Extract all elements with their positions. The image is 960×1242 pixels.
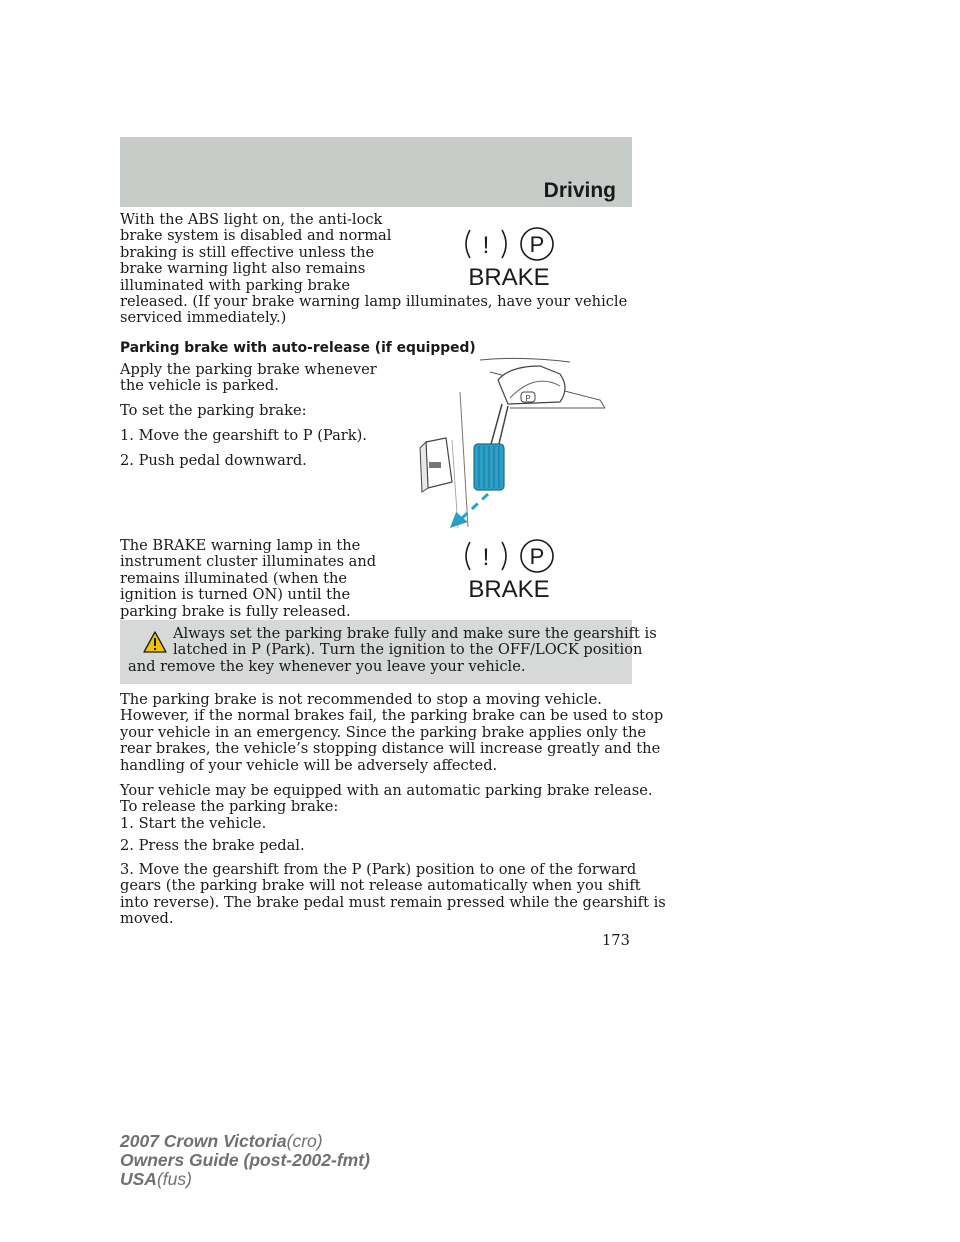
- brake-warning-icon-2: [462, 536, 562, 606]
- auto-release-paragraph: Your vehicle may be equipped with an automatic parking brake release. To release the parking brake:: [120, 782, 653, 816]
- brake-warning-icon: [462, 224, 562, 294]
- moving-vehicle-paragraph: The parking brake is not recommended to stop a moving vehicle. However, if the normal brakes fail, the parking brake can be used to stop your vehicle in an emergency. Since the parking brake applies only the rear brakes, the vehicle’s stopping distance will increase greatly and the handling of your vehicle will be adversely affected.: [120, 691, 664, 774]
- warning-box: [120, 620, 657, 684]
- footer-model-line: 2007 Crown Victoria(cro): [120, 1131, 323, 1151]
- page-number: 173: [602, 932, 630, 949]
- svg-text:!: !: [482, 544, 490, 571]
- abs-paragraph: With the ABS light on, the anti-lock brake system is disabled and normal braking is still effective unless the brake warning light also remains illuminated with parking brake released. (If your brake warning lamp illuminates, have your vehicle serviced immediately.): [120, 211, 628, 327]
- apply-paragraph: Apply the parking brake whenever the vehicle is parked.: [120, 361, 377, 395]
- svg-text:P: P: [529, 544, 545, 569]
- release-step-2: 2. Press the brake pedal.: [120, 837, 305, 854]
- section-heading: Parking brake with auto-release (if equipped): [120, 340, 476, 356]
- svg-text:P: P: [529, 232, 545, 257]
- footer-market-line: USA(fus): [120, 1169, 192, 1189]
- svg-text:BRAKE: BRAKE: [468, 264, 550, 290]
- svg-text:!: !: [482, 232, 490, 259]
- svg-text:BRAKE: BRAKE: [468, 576, 550, 602]
- footer-guide-line: Owners Guide (post-2002-fmt): [120, 1150, 370, 1170]
- release-step-3: 3. Move the gearshift from the P (Park) position to one of the forward gears (the parking brake will not release automatically when you shift into reverse). The brake pedal must remain pressed while the gearshift is moved.: [120, 861, 666, 928]
- section-header-band: [120, 137, 632, 207]
- set-step-2: 2. Push pedal downward.: [120, 452, 307, 469]
- set-step-1: 1. Move the gearshift to P (Park).: [120, 427, 367, 444]
- svg-text:P: P: [525, 394, 531, 403]
- document-footer: [120, 1132, 370, 1189]
- lamp-paragraph: The BRAKE warning lamp in the instrument cluster illuminates and remains illuminated (when the ignition is turned ON) until the parking brake is fully released.: [120, 537, 377, 620]
- set-intro: To set the parking brake:: [120, 402, 307, 419]
- warning-text: Always set the parking brake fully and make sure the gearshift is latched in P (Park). Turn the ignition to the OFF/LOCK position and remove the key whenever you leave your vehicle.: [128, 625, 657, 675]
- parking-brake-pedal-illustration: [410, 352, 610, 536]
- release-step-1: 1. Start the vehicle.: [120, 815, 267, 832]
- section-title: Driving: [543, 179, 616, 202]
